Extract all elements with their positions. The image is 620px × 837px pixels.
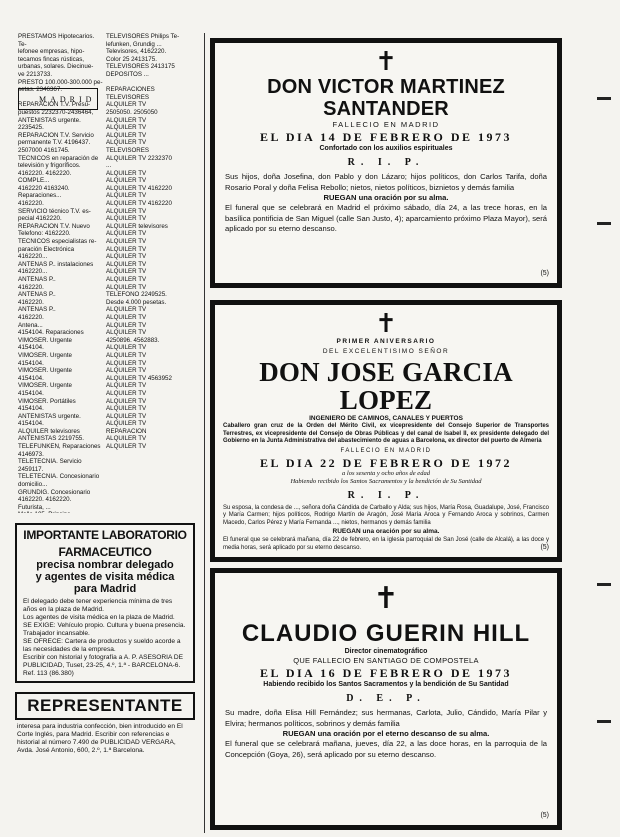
- margin-mark: [597, 720, 611, 723]
- obit3-ref: (5): [540, 812, 549, 819]
- obit2-date: EL DIA 22 DE FEBRERO DE 1972: [259, 455, 513, 470]
- obit2-ruegan: RUEGAN una oración por su alma.: [332, 528, 440, 535]
- representative-ad: [15, 692, 195, 832]
- lab-ad-body: El delegado debe tener experiencia mínima de tres años en la plaza de Madrid. Los agentes de visita médica en la plaza de Madrid. SE EXIGE: Vehículo propio. Cultura y buena presencia. Trabajador incansable. SE OFRECE: Cartera de productos y sueldo acorde a las necesidades de la empresa. Escribir con historial y fotografía a A. P. ASESORIA DE PUBLICIDAD, Tuset, 23-25, 4.º, 1.ª - BARCELONA-6. Ref. 113 (86.380): [23, 598, 186, 677]
- obit2-ref: (5): [540, 544, 549, 551]
- obit2-fallecio: FALLECIO EN MADRID: [340, 447, 432, 454]
- obit2-name: DON JOSE GARCIA LOPEZ: [259, 357, 513, 415]
- obit1-funeral: El funeral que se celebrará en Madrid el próximo sábado, día 24, a las trece horas, en la basílica pontificia de San Miguel (calle San Justo, 4); aparcamiento próximo Plaza Mayor), será aplicado por su eterno descanso.: [225, 203, 547, 233]
- obituary-guerin-hill: [210, 568, 562, 830]
- obit1-confortado: Confortado con los auxilios espirituales: [319, 145, 453, 152]
- cross-icon: ✝: [375, 309, 397, 338]
- obit1-ruegan: RUEGAN una oración por su alma.: [323, 193, 449, 202]
- obit3-family: Su madre, doña Elisa Hill Fernández; sus hermanas, Carlota, Julio, Cándido, María Pilar y Elvira; hermanos políticos, sobrinos y demás familia: [225, 708, 547, 728]
- madrid-section-label: MADRID: [18, 88, 98, 110]
- obit2-aniversario: PRIMER ANIVERSARIO: [336, 338, 436, 345]
- laboratory-ad: [15, 523, 195, 683]
- obit1-name: DON VICTOR MARTINEZ SANTANDER: [267, 76, 505, 120]
- lab-ad-sub2: y agentes de visita médica: [35, 571, 175, 583]
- margin-mark: [597, 583, 611, 586]
- obit1-ref: (5): [540, 270, 549, 277]
- obituary-martinez-santander: [210, 38, 562, 288]
- obit3-date: EL DIA 16 DE FEBRERO DE 1973: [259, 666, 513, 680]
- obit1-family: Sus hijos, doña Josefina, don Pablo y don Lázaro; hijos políticos, don Carlos Tarifa, doña Rosario Poral y doña Felisa Rebollo; nietos, nietos políticos, biznietos y demás familia: [225, 172, 547, 192]
- obituary-garcia-lopez: [210, 300, 562, 562]
- obit2-title: INGENIERO DE CAMINOS, CANALES Y PUERTOS: [309, 415, 463, 422]
- rep-ad-headline: REPRESENTANTE: [15, 692, 195, 720]
- obit3-name: CLAUDIO GUERIN HILL: [241, 620, 531, 647]
- classifieds-mid-column: TELEVISORES Philips Te- lefunken, Grundig ... Televisores, 4162220. Color 25 2413175. TELEVISORES 2413175 DEPOSITOS ... REPARACIONES TELEVISORES ALQUILER TV 2505050. 2505050 ALQUILER TV ALQUILER TV ALQUILER TV ALQUILER TV TELEVISORES ALQUILER TV 2232370 ... ALQUILER TV ALQUILER TV ALQUILER TV 4162220 ALQUILER TV ALQUILER TV 4162220 ALQUILER TV ALQUILER TV ALQUILER televisores ALQUILER TV ALQUILER TV ALQUILER TV ALQUILER TV ALQUILER TV ALQUILER TV ALQUILER TV ALQUILER TV TELEFONO 2249525. Desde 4.000 pesetas. ALQUILER TV ALQUILER TV ALQUILER TV ALQUILER TV 4250896. 4562883. ALQUILER TV ALQUILER TV ALQUILER TV ALQUILER TV ALQUILER TV 4563952 ALQUILER TV ALQUILER TV ALQUILER TV ALQUILER TV ALQUILER TV ALQUILER TV REPARACION ALQUILER TV ALQUILER TV: [106, 33, 180, 451]
- obit1-date: EL DIA 14 DE FEBRERO DE 1973: [259, 130, 513, 144]
- obit3-funeral: El funeral que se celebrará mañana, jueves, día 22, a las doce horas, en la parroquia de la Concepción (Goya, 26), será aplicado por su eterno descanso.: [225, 739, 547, 759]
- obit1-fallecio: FALLECIO EN MADRID: [332, 120, 440, 129]
- obit2-del: DEL EXCELENTISIMO SEÑOR: [322, 348, 450, 355]
- classifieds-left-column: PRESTAMOS Hipotecarios. Te- lefonee empresas, hipo- tecamos fincas rústicas, urbanas, solares. Diecinue- ve 2213733. PRESTO 100.000-300.000 pe- setas. 2346367. REPARACION T.V. Presu- puestos 2232370-2436464, ANTENISTAS urgente. 2235425. REPARACION T.V. Servicio permanente T.V. 4196437. 2507000 4161745. TECNICOS en reparación de televisión y frigoríficos. 4162220. 4162220. COMPLE... 4162220 4163240. Reparaciones... 4162220. SERVICIO técnico T.V. es- pecial 4162220. REPARACION T.V. Nuevo Telefono: 4162220. TECNICOS especialistas re- paración Electrónica 4162220... ANTENAS P.. instalaciones 4162220... ANTENAS P.. 4162220. ANTENAS P.. 4162220. ANTENAS P.. 4162220. Antena... 4154104. Reparaciones VIMOSER. Urgente 4154104. VIMOSER. Urgente 4154104. VIMOSER. Urgente 4154104. VIMOSER. Urgente 4154104. VIMOSER. Portátiles 4154104. ANTENISTAS urgente. 4154104. ALQUILER televisores ANTENISTAS 2219755. TELEFUNKEN, Reparaciones 4146973. TELETECNIA. Servicio 2459117. TELETECNIA. Concesionario domicilio... GRUNDIG. Concesionario 4162220. 4162220. Futurista, ...: [18, 33, 103, 511]
- lab-ad-sub1: precisa nombrar delegado: [36, 559, 174, 571]
- obit2-age: a los sesenta y ocho años de edad: [342, 469, 430, 477]
- margin-mark: [597, 222, 611, 225]
- margin-mark: [597, 97, 611, 100]
- cross-icon: ✝: [373, 582, 399, 615]
- rep-ad-body: interesa para industria confección, bien introducido en El Corte Inglés, para Madrid. Escribir con referencias e historial al número 7.490 de PUBLICIDAD VERGARA, Avda. José Antonio, 600, 2.º, 1.ª Barcelona.: [17, 723, 183, 754]
- lab-ad-headline2: FARMACEUTICO: [58, 545, 152, 559]
- obit1-rip: R. I. P.: [347, 157, 425, 168]
- obit2-desc: Caballero gran cruz de la Orden del Mérito Civil, ex vicepresidente del Consejo Superior de Transportes Terrestres, ex vicepresidente del Consejo de Obras Públicas y del canal de Isabel II, ex presidente delegado del Gobierno en la Junta Administrativa del abastecimiento de aguas a Barcelona, ex director del puerto de Almería: [223, 423, 549, 444]
- obit2-sacramentos: Habiendo recibido los Santos Sacramentos y la bendición de Su Santidad: [290, 477, 482, 485]
- obit3-fallecio: QUE FALLECIO EN SANTIAGO DE COMPOSTELA: [293, 656, 479, 665]
- obit3-ruegan: RUEGAN una oración por el eterno descanso de su alma.: [282, 729, 490, 738]
- lab-ad-sub3: para Madrid: [73, 583, 137, 595]
- cross-icon: ✝: [375, 47, 397, 76]
- obit3-sacramentos: Habiendo recibido los Santos Sacramentos y la bendición de Su Santidad: [263, 681, 509, 688]
- lab-ad-headline: IMPORTANTE LABORATORIO: [23, 528, 187, 542]
- obit3-dep: D. E. P.: [346, 693, 426, 704]
- obit2-rip: R. I. P.: [347, 489, 425, 501]
- obit3-title: Director cinematográfico: [344, 648, 428, 655]
- obit2-family: Su esposa, la condesa de ..., señora doña Cándida de Carballo y Alda; sus hijos, María Rosa, Guadalupe, José, Francisco y María Carmen; hijos políticos, Rodrigo Martín de Aragón, José María Aroca y Fernando Aroca y sobrinos, Carmen Macedo, Carlos Pérez y María Fernanda ..., nietos, hermanos y demás familia: [223, 504, 549, 526]
- obit2-funeral: El funeral que se celebrará mañana, día 22 de febrero, en la iglesia parroquial de San José (calle de Alcalá), a las doce y media horas, será aplicado por su eterno descanso.: [223, 537, 549, 551]
- column-divider: [204, 33, 205, 833]
